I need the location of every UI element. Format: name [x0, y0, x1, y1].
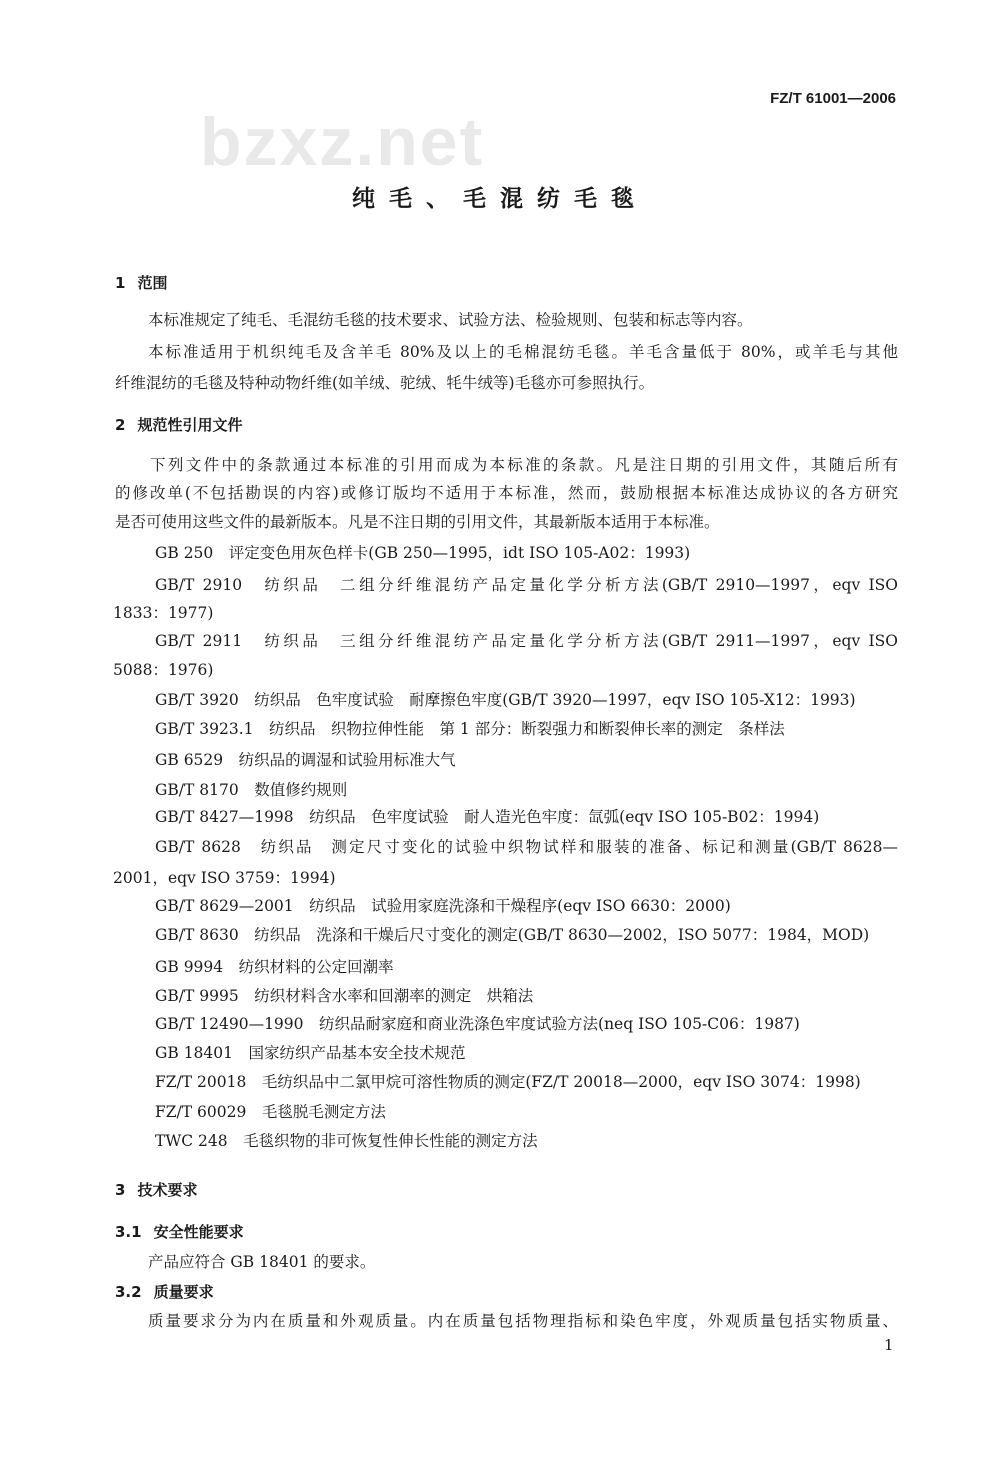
reference-item: GB/T 8628 纺织品 测定尺寸变化的试验中织物试样和服装的准备、标记和测量(GB/T 8628—: [155, 838, 898, 856]
page-number: 1: [884, 1336, 894, 1354]
reference-item: GB 9994 纺织材料的公定回潮率: [155, 958, 394, 976]
section-number: 3.1: [115, 1223, 142, 1241]
reference-item: TWC 248 毛毯织物的非可恢复性伸长性能的测定方法: [155, 1132, 538, 1150]
reference-item: GB/T 8630 纺织品 洗涤和干燥后尺寸变化的测定(GB/T 8630—2002，ISO 5077：1984，MOD): [155, 926, 870, 944]
document-title: 纯毛、毛混纺毛毯: [352, 186, 648, 212]
paragraph-line: 是否可使用这些文件的最新版本。凡是不注日期的引用文件，其最新版本适用于本标准。: [115, 513, 720, 531]
section-number: 1: [115, 274, 126, 292]
reference-item: FZ/T 20018 毛纺织品中二氯甲烷可溶性物质的测定(FZ/T 20018—2000，eqv ISO 3074：1998): [155, 1073, 861, 1091]
standard-code: FZ/T 61001—2006: [770, 90, 896, 107]
reference-item: GB/T 8427—1998 纺织品 色牢度试验 耐人造光色牢度：氙弧(eqv ISO 105-B02：1994): [155, 808, 820, 826]
reference-item: GB 18401 国家纺织产品基本安全技术规范: [155, 1044, 466, 1062]
section-title: 范围: [137, 274, 168, 292]
reference-item: GB/T 9995 纺织材料含水率和回潮率的测定 烘箱法: [155, 987, 534, 1005]
reference-item: GB/T 3920 纺织品 色牢度试验 耐摩擦色牢度(GB/T 3920—1997，eqv ISO 105-X12：1993): [155, 691, 856, 709]
watermark: bzxz.net: [200, 104, 485, 180]
paragraph-line: 的修改单(不包括勘误的内容)或修订版均不适用于本标准，然而，鼓励根据本标准达成协议的各方研究: [115, 484, 898, 502]
section-1-heading: [115, 273, 167, 293]
section-number: 3: [115, 1181, 126, 1199]
reference-item: GB 250 评定变色用灰色样卡(GB 250—1995，idt ISO 105-A02：1993): [155, 544, 691, 562]
section-title: 规范性引用文件: [137, 416, 243, 434]
section-number: 2: [115, 416, 126, 434]
section-title: 质量要求: [153, 1283, 214, 1301]
paragraph-line: 质量要求分为内在质量和外观质量。内在质量包括物理指标和染色牢度，外观质量包括实物质量、: [148, 1312, 898, 1330]
paragraph-line: 纤维混纺的毛毯及特种动物纤维(如羊绒、驼绒、牦牛绒等)毛毯亦可参照执行。: [115, 374, 655, 392]
paragraph-line: 本标准适用于机织纯毛及含羊毛 80%及以上的毛棉混纺毛毯。羊毛含量低于 80%，或羊毛与其他: [148, 343, 898, 361]
section-3-heading: [115, 1180, 197, 1200]
section-3-2-heading: [115, 1282, 214, 1302]
paragraph-line: 下列文件中的条款通过本标准的引用而成为本标准的条款。凡是注日期的引用文件，其随后所有: [150, 456, 898, 474]
reference-item: GB 6529 纺织品的调湿和试验用标准大气: [155, 751, 456, 769]
reference-item: GB/T 12490—1990 纺织品耐家庭和商业洗涤色牢度试验方法(neq ISO 105-C06：1987): [155, 1015, 800, 1033]
section-3-1-heading: [115, 1222, 244, 1242]
paragraph-line: 产品应符合 GB 18401 的要求。: [148, 1253, 376, 1271]
reference-item: GB/T 8629—2001 纺织品 试验用家庭洗涤和干燥程序(eqv ISO 6630：2000): [155, 897, 731, 915]
reference-item: GB/T 2911 纺织品 三组分纤维混纺产品定量化学分析方法(GB/T 2911—1997，eqv ISO: [155, 632, 898, 650]
reference-item: GB/T 2910 纺织品 二组分纤维混纺产品定量化学分析方法(GB/T 2910—1997，eqv ISO: [155, 576, 898, 594]
reference-item: GB/T 3923.1 纺织品 织物拉伸性能 第 1 部分：断裂强力和断裂伸长率的测定 条样法: [155, 720, 785, 738]
section-title: 技术要求: [137, 1181, 198, 1199]
section-number: 3.2: [115, 1283, 142, 1301]
reference-item-cont: 2001，eqv ISO 3759：1994): [113, 869, 336, 887]
reference-item-cont: 1833：1977): [113, 604, 214, 622]
reference-item: GB/T 8170 数值修约规则: [155, 781, 348, 799]
reference-item-cont: 5088：1976): [113, 661, 214, 679]
section-2-heading: [115, 415, 242, 435]
reference-item: FZ/T 60029 毛毯脱毛测定方法: [155, 1103, 386, 1121]
paragraph-line: 本标准规定了纯毛、毛混纺毛毯的技术要求、试验方法、检验规则、包装和标志等内容。: [148, 311, 753, 329]
section-title: 安全性能要求: [153, 1223, 244, 1241]
